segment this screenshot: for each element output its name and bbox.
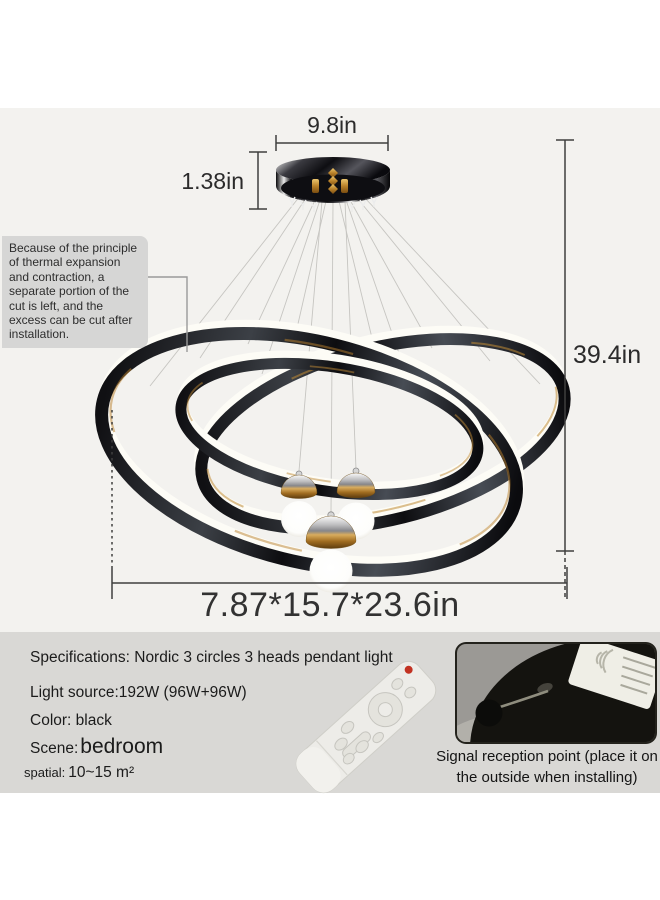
signal-reception-caption: Signal reception point (place it on the outside when installing)	[436, 748, 658, 786]
dim-drop-height-label: 39.4in	[573, 341, 642, 369]
remote-control-photo	[290, 656, 441, 799]
spec-scene-value: bedroom	[80, 735, 164, 758]
dim-canopy-width-label: 9.8in	[307, 112, 357, 138]
spec-light-source	[30, 684, 247, 702]
spec-scene	[30, 735, 163, 759]
spec-spatial	[24, 764, 134, 782]
spec-scene-label: Scene:	[30, 740, 79, 757]
spec-light-source-label: Light source:	[30, 684, 119, 701]
spec-spatial-label: spatial:	[24, 765, 66, 780]
spec-light-source-value: 192W (96W+96W)	[118, 684, 247, 701]
dim-canopy-height-line	[249, 152, 267, 209]
signal-ball-antenna	[476, 700, 503, 727]
spec-color: Color: black	[30, 712, 112, 729]
spec-specifications: Specifications: Nordic 3 circles 3 heads pendant light	[30, 649, 393, 666]
dim-canopy-height-label: 1.38in	[181, 168, 244, 194]
spec-spatial-value: 10~15 m²	[68, 764, 135, 781]
cut-note-callout: Because of the principle of thermal expansion and contraction, a separate portion of the cut is left, and the excess can be cut after installation.	[2, 236, 148, 348]
dim-overall-size-label: 7.87*15.7*23.6in	[200, 586, 460, 624]
